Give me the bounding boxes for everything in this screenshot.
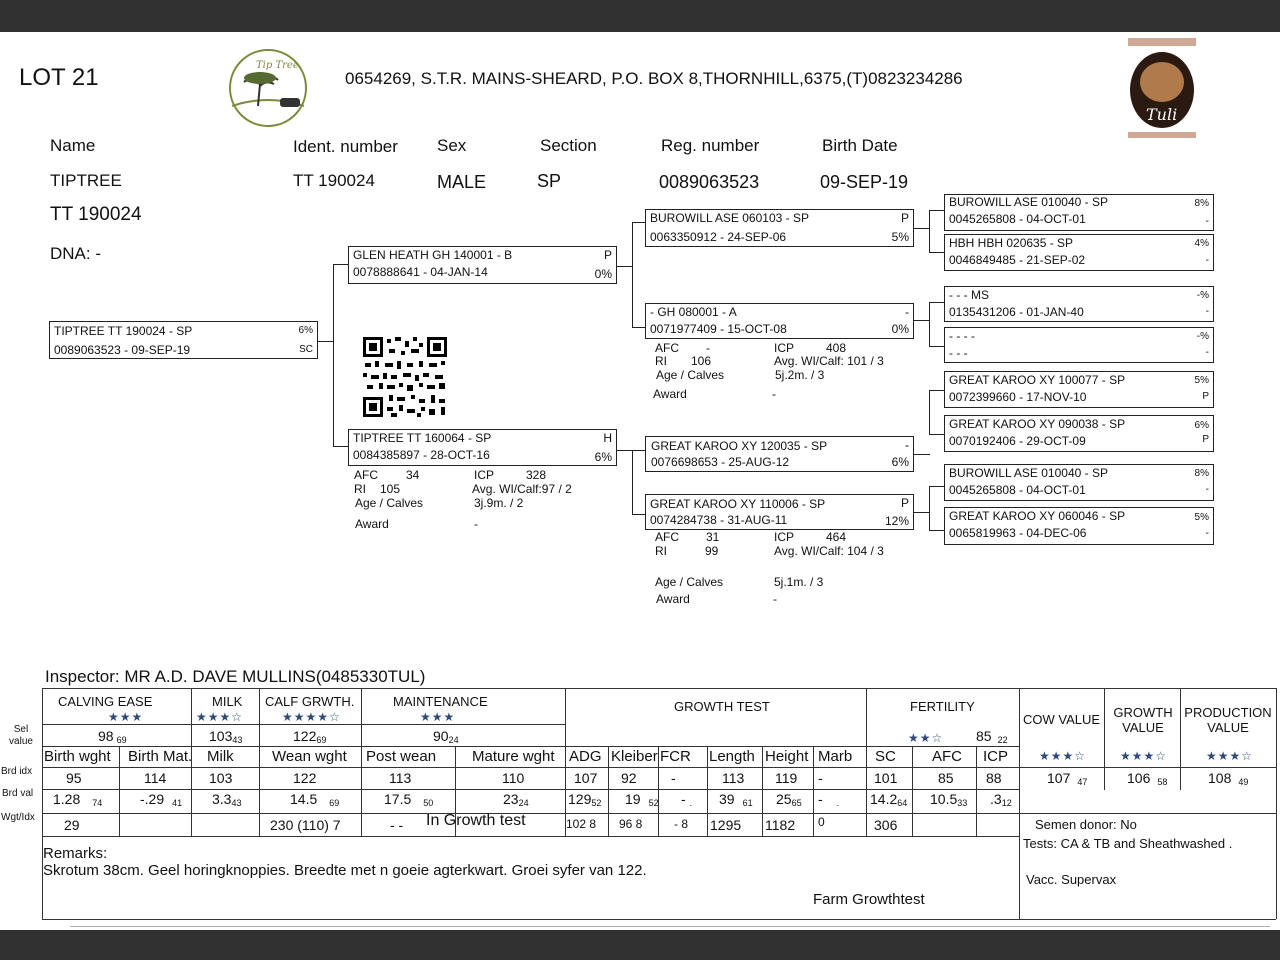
col-post-wean: Post wean <box>366 748 437 765</box>
brd-val-cell: 19 $_{52}$ <box>625 791 659 808</box>
lot-number: LOT 21 <box>19 64 99 91</box>
dam-icp: 328 <box>526 468 547 482</box>
brd-val-cell: $.3_{12}$ <box>990 791 1012 808</box>
dam-age: 3j.9m. / 2 <box>474 496 524 510</box>
pedigree-dam-sire: GREAT KAROO XY 120035 - SP 0076698653 - 25-AUG-12 - 6% <box>645 436 914 472</box>
brd-idx-cell: 114 <box>144 770 167 786</box>
semen-donor: Semen donor: No <box>1035 817 1137 832</box>
vaccination: Vacc. Supervax <box>1026 872 1117 887</box>
animal-reg: 0089063523 <box>659 172 760 192</box>
dam-afc: 34 <box>406 468 420 482</box>
pedigree-dam-dam: GREAT KAROO XY 110006 - SP 0074284738 - 31-AUG-11 P 12% <box>645 494 914 530</box>
label-sex: Sex <box>437 136 467 155</box>
wgt-idx-cell: 1182 <box>765 817 796 833</box>
brd-val-cell: $25_{65}$ <box>776 791 802 808</box>
tuli-logo-text: Tuli <box>1146 105 1178 124</box>
dam-age-label: Age / Calves <box>355 496 424 510</box>
bottom-bar <box>0 930 1280 960</box>
label-name: Name <box>50 136 96 155</box>
col-afc: AFC <box>932 748 962 765</box>
dam-ri: 105 <box>380 482 401 496</box>
group-calving-ease: CALVING EASE <box>58 694 153 709</box>
brd-idx-cell: - <box>671 770 676 786</box>
brd-val-cell: $23_{24}$ <box>503 791 529 808</box>
wgt-idx-cell: 306 <box>874 817 898 833</box>
pedigree-gg-7: BUROWILL ASE 010040 - SP 0045265808 - 04-OCT-01 8% - <box>944 464 1214 501</box>
tests: Tests: CA & TB and Sheathwashed . <box>1023 836 1233 851</box>
brd-val-cell: $129_{52}$ <box>568 791 602 808</box>
growth-value-stars: ★★★☆ <box>1120 749 1168 763</box>
pedigree-sire-dam: - GH 080001 - A 0071977409 - 15-OCT-08 - 0% <box>645 303 914 339</box>
label-section: Section <box>540 136 597 155</box>
remarks-text: Skrotum 38cm. Geel horingknoppies. Breedte met n goeie agterkwart. Groei syfer van 122. <box>43 862 647 879</box>
dam-afc-label: AFC <box>354 468 378 482</box>
animal-sex: MALE <box>437 172 487 192</box>
group-maintenance: MAINTENANCE <box>393 694 488 709</box>
col-length: Length <box>709 748 755 765</box>
sd-ri-label: RI <box>655 354 667 368</box>
in-growth-test: In Growth test <box>426 812 526 829</box>
dam-wi: Avg. WI/Calf:97 / 2 <box>472 482 572 496</box>
pedigree-sire-sire: BUROWILL ASE 060103 - SP 0063350912 - 24-SEP-06 P 5% <box>645 209 914 247</box>
wgt-idx-cell: 102 8 <box>566 817 597 831</box>
dd-award: - <box>773 592 777 606</box>
sel-maintenance: $90_{24}$ <box>433 728 459 745</box>
brd-val-cell: $10.5_{33}$ <box>930 791 968 808</box>
brd-idx-cell: 110 <box>502 770 525 786</box>
sd-afc: - <box>706 341 710 355</box>
sd-afc-label: AFC <box>655 341 679 355</box>
dam-icp-label: ICP <box>474 468 495 482</box>
dd-ri-label: RI <box>655 544 667 558</box>
label-ident: Ident. number <box>293 137 398 156</box>
calf-growth-stars: ★★★★☆ <box>282 710 341 724</box>
sd-wi: Avg. WI/Calf: 101 / 3 <box>774 354 884 368</box>
calving-ease-stars: ★★★ <box>108 710 144 724</box>
animal-section: SP <box>537 171 562 191</box>
maintenance-stars: ★★★ <box>420 710 456 724</box>
tuli-logo <box>1122 38 1202 140</box>
brd-val-cell: $14.2_{64}$ <box>870 791 908 808</box>
dam-award-label: Award <box>355 517 389 531</box>
pedigree-gg-1: BUROWILL ASE 010040 - SP 0045265808 - 04-OCT-01 8% - <box>944 194 1214 231</box>
group-fertility: FERTILITY <box>910 699 975 714</box>
qr-code <box>361 335 449 419</box>
col-fcr: FCR <box>660 748 691 765</box>
label-birth: Birth Date <box>822 136 898 155</box>
wgt-idx-cell: 29 <box>64 817 80 833</box>
brd-val-cell: 39 $_{61}$ <box>719 791 753 808</box>
wgt-idx-cell: 230 (110) 7 <box>270 817 341 833</box>
animal-name: TIPTREE <box>50 171 122 190</box>
growth-value-index: 106 $_{58}$ <box>1127 770 1168 787</box>
animal-short-id: TT 190024 <box>50 204 142 225</box>
top-bar <box>0 0 1280 32</box>
tiptree-logo-text: Tip Tree <box>256 60 299 71</box>
brd-val-cell: 14.5 $_{69}$ <box>290 791 340 808</box>
tiptree-logo <box>218 48 318 128</box>
animal-ident: TT 190024 <box>293 171 375 190</box>
sd-ri: 106 <box>691 354 712 368</box>
col-height: Height <box>765 748 809 765</box>
group-production-value: PRODUCTION VALUE <box>1184 705 1272 735</box>
brd-idx-cell: 92 <box>621 770 637 786</box>
pedigree-sire: GLEN HEATH GH 140001 - B 0078888641 - 04-JAN-14 P 0% <box>348 246 617 284</box>
fertility-stars: ★★☆ <box>908 731 944 745</box>
sd-icp-label: ICP <box>774 341 795 355</box>
col-marb: Marb <box>818 748 853 765</box>
pedigree-gg-3: - - - MS 0135431206 - 01-JAN-40 -% - <box>944 286 1214 322</box>
sd-award: - <box>772 387 776 401</box>
pedigree-gg-5: GREAT KAROO XY 100077 - SP 0072399660 - 17-NOV-10 5% P <box>944 371 1214 408</box>
dam-award: - <box>474 517 478 531</box>
row-label-brd-val: Brd val <box>2 788 34 799</box>
pedigree-subject: TIPTREE TT 190024 - SP 0089063523 - 09-SEP-19 6% SC <box>49 321 318 359</box>
brd-idx-cell: 103 <box>209 770 233 786</box>
brd-idx-cell: 95 <box>66 770 82 786</box>
row-label-brd-idx: Brd idx <box>1 766 33 777</box>
wgt-idx-cell: - 8 <box>674 817 689 831</box>
brd-val-cell: - $_.$ <box>681 791 693 808</box>
dd-award-label: Award <box>656 592 690 606</box>
brd-val-cell: 17.5 $_{50}$ <box>384 791 434 808</box>
col-birth-mat: Birth Mat. <box>128 748 193 765</box>
dd-icp-label: ICP <box>774 530 795 544</box>
dd-icp: 464 <box>826 530 847 544</box>
sd-age: 5j.2m. / 3 <box>775 368 825 382</box>
dam-ri-label: RI <box>354 482 366 496</box>
brd-idx-cell: 107 <box>574 770 598 786</box>
sel-fertility: 85 $_{22}$ <box>976 728 1008 745</box>
brd-idx-cell: 88 <box>986 770 1002 786</box>
group-cow-value: COW VALUE <box>1023 712 1101 727</box>
col-sc: SC <box>875 748 896 765</box>
brd-idx-cell: - <box>818 770 823 786</box>
pedigree-gg-6: GREAT KAROO XY 090038 - SP 0070192406 - 29-OCT-09 6% P <box>944 415 1214 452</box>
sd-age-label: Age / Calves <box>656 368 725 382</box>
dd-age: 5j.1m. / 3 <box>774 575 824 589</box>
animal-birth: 09-SEP-19 <box>820 172 909 192</box>
production-value-stars: ★★★☆ <box>1206 749 1254 763</box>
group-growth-test: GROWTH TEST <box>674 699 770 714</box>
dd-age-label: Age / Calves <box>655 575 724 589</box>
brd-idx-cell: 101 <box>874 770 898 786</box>
brd-idx-cell: 119 <box>775 770 798 786</box>
sd-icp: 408 <box>826 341 847 355</box>
milk-stars: ★★★☆ <box>196 710 244 724</box>
dd-afc-label: AFC <box>655 530 679 544</box>
wgt-idx-cell: 1295 <box>710 817 742 833</box>
wgt-idx-cell: 0 <box>818 815 825 829</box>
group-growth-value: GROWTH VALUE <box>1113 705 1173 735</box>
sd-award-label: Award <box>653 387 687 401</box>
pedigree-gg-2: HBH HBH 020635 - SP 0046849485 - 21-SEP-02 4% - <box>944 234 1214 271</box>
dd-wi: Avg. WI/Calf: 104 / 3 <box>774 544 884 558</box>
brd-val-cell: - $_.$ <box>818 791 840 808</box>
wgt-idx-cell: - - <box>390 817 404 833</box>
farm-growthtest: Farm Growthtest <box>813 891 925 908</box>
dna-status: DNA: - <box>50 244 101 263</box>
dd-ri: 99 <box>705 544 719 558</box>
row-label-sel: Sel value <box>9 724 33 747</box>
col-adg: ADG <box>569 748 602 765</box>
brd-val-cell: 1.28 $_{74}$ <box>53 791 103 808</box>
sel-calving-ease: 98 $_{69}$ <box>98 728 127 745</box>
cow-value-stars: ★★★☆ <box>1039 749 1087 763</box>
brd-idx-cell: 113 <box>389 770 412 786</box>
brd-val-cell: $3.3_{43}$ <box>212 791 242 808</box>
inspector: Inspector: MR A.D. DAVE MULLINS(0485330TUL) <box>45 667 426 686</box>
pedigree-dam: TIPTREE TT 160064 - SP 0084385897 - 28-OCT-16 H 6% <box>348 429 617 466</box>
brd-idx-cell: 85 <box>938 770 954 786</box>
sel-calf-growth: $122_{69}$ <box>293 728 327 745</box>
remarks-label: Remarks: <box>43 845 108 862</box>
label-reg: Reg. number <box>661 136 760 155</box>
pedigree-gg-8: GREAT KAROO XY 060046 - SP 0065819963 - 04-DEC-06 5% - <box>944 507 1214 545</box>
brd-idx-cell: 122 <box>293 770 317 786</box>
breeder-line: 0654269, S.T.R. MAINS-SHEARD, P.O. BOX 8,THORNHILL,6375,(T)0823234286 <box>345 69 963 88</box>
brd-val-cell: -.29 $_{41}$ <box>140 791 183 808</box>
col-mature-wght: Mature wght <box>472 748 555 765</box>
pedigree-gg-4: - - - - - - - -% - <box>944 327 1214 363</box>
production-value-index: 108 $_{49}$ <box>1208 770 1249 787</box>
col-milk: Milk <box>207 748 234 765</box>
brd-idx-cell: 113 <box>722 770 745 786</box>
cow-value-index: 107 $_{47}$ <box>1047 770 1088 787</box>
row-label-wgt-idx: Wgt/Idx <box>1 812 35 823</box>
group-calf-growth: CALF GRWTH. <box>265 694 355 709</box>
sel-milk: $103_{43}$ <box>209 728 243 745</box>
group-milk: MILK <box>212 694 243 709</box>
col-icp: ICP <box>983 748 1009 765</box>
col-birth-wght: Birth wght <box>44 748 111 765</box>
wgt-idx-cell: 96 8 <box>619 817 643 831</box>
col-wean-wght: Wean wght <box>272 748 347 765</box>
col-kleiber: Kleiber <box>611 748 658 765</box>
dd-afc: 31 <box>706 530 720 544</box>
